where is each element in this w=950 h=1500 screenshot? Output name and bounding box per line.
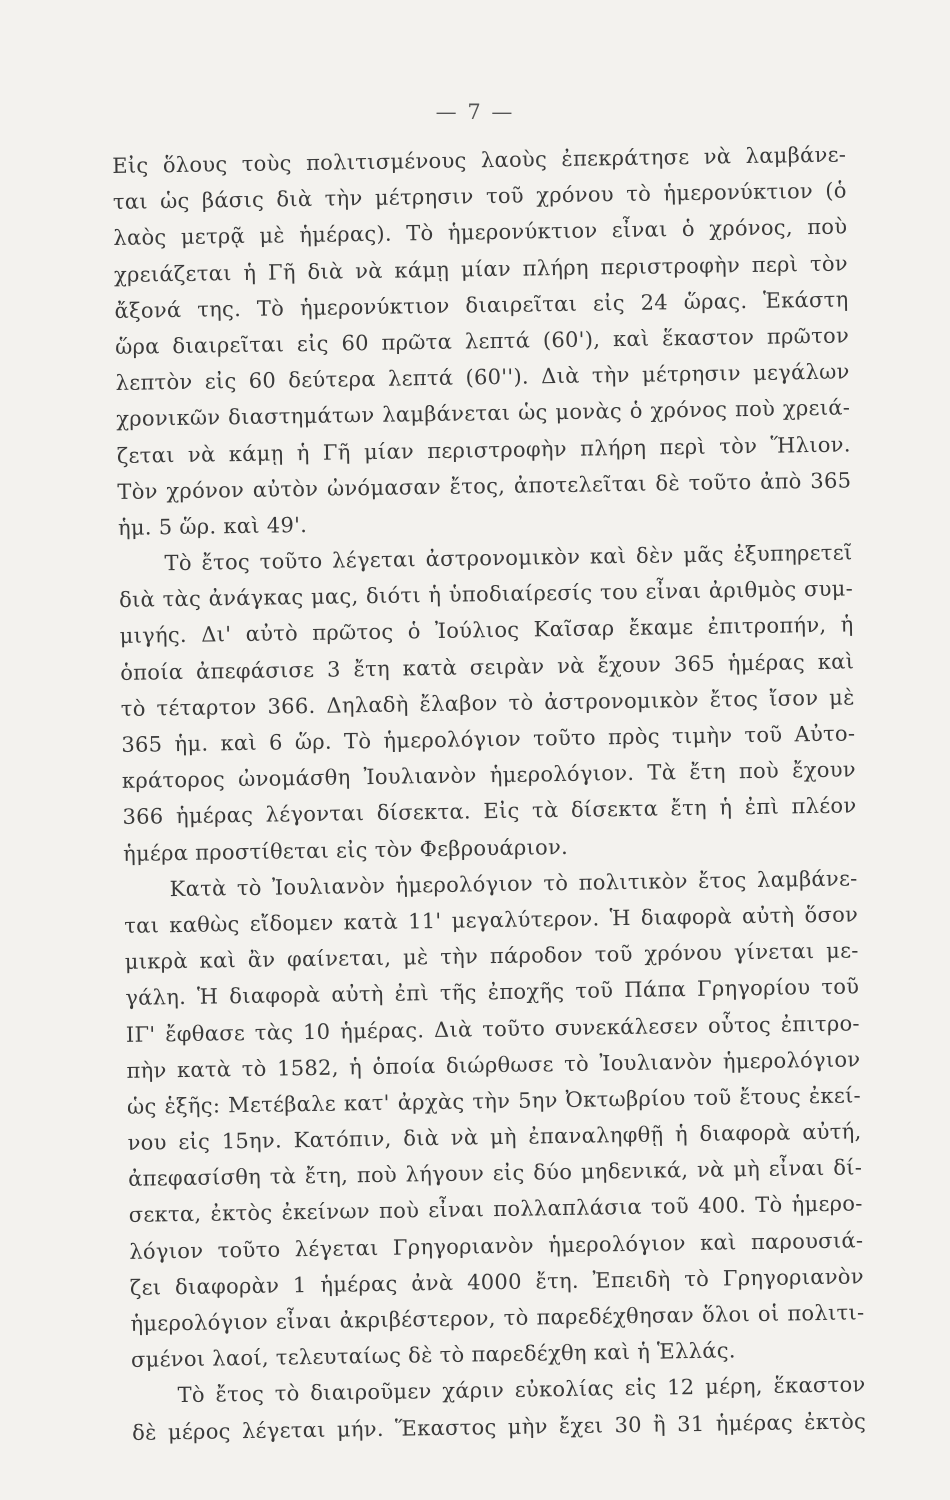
text-line: Κατὰ τὸ Ἰουλιανὸν ἡμερολόγιον τὸ πολιτικὸν ἔτος λαμβάνε- <box>169 866 858 901</box>
text-line: 365 ἡμ. καὶ 6 ὥρ. Τὸ ἡμερολόγιον τοῦτο πρὸς τιμὴν τοῦ Αὐτο- <box>121 721 856 757</box>
text-line: χρειάζεται ἡ Γῆ διὰ νὰ κάμῃ μίαν πλήρη περιστροφὴν περὶ τὸν <box>113 251 849 287</box>
text-line: λεπτὸν εἰς 60 δεύτερα λεπτά (60''). Διὰ τὴν μέτρησιν μεγάλων <box>115 359 850 396</box>
text-line: μιγής. Δι' αὐτὸ πρῶτος ὁ Ἰούλιος Καῖσαρ ἔκαμε ἐπιτροπήν, ἡ <box>119 612 854 649</box>
text-line: ἡμέρα προστίθεται εἰς τὸν Φεβρουάριον. <box>122 834 569 866</box>
text-line: κράτορος ὠνομάσθη Ἰουλιανὸν ἡμερολόγιον. Τὰ ἔτη ποὺ ἔχουν <box>121 757 857 794</box>
text-line: δὲ μέρος λέγεται μήν. Ἕκαστος μὴν ἔχει 30 ἢ 31 ἡμέρας ἐκτὸς <box>131 1408 867 1445</box>
text-line: Εἰς ὅλους τοὺς πολιτισμένους λαοὺς ἐπεκράτησε νὰ λαμβάνε- <box>112 142 847 178</box>
text-line: ται ὡς βάσις διὰ τὴν μέτρησιν τοῦ χρόνου τὸ ἡμερονύκτιον (ὁ <box>112 178 847 215</box>
text-line: νου εἰς 15ην. Κατόπιν, διὰ νὰ μὴ ἐπαναληφθῇ ἡ διαφορὰ αὐτή, <box>127 1119 862 1155</box>
text-line: ἡμ. 5 ὥρ. καὶ 49'. <box>117 512 308 540</box>
text-line: ται καθὼς εἴδομεν κατὰ 11' μεγαλύτερον. Ἡ διαφορὰ αὐτὴ ὅσον <box>124 902 859 938</box>
text-line: ζει διαφορὰν 1 ἡμέρας ἀνὰ 4000 ἔτη. Ἐπειδὴ τὸ Γρηγοριανὸν <box>129 1264 865 1300</box>
text-line: ὁποία ἀπεφάσισε 3 ἔτη κατὰ σειρὰν νὰ ἔχουν 365 ἡμέρας καὶ <box>120 649 855 685</box>
page-number: — 7 — <box>435 100 515 124</box>
text-line: Τὸ ἔτος τοῦτο λέγεται ἀστρονομικὸν καὶ δὲν μᾶς ἐξυπηρετεῖ <box>164 540 853 576</box>
text-line: πὴν κατὰ τὸ 1582, ἡ ὁποία διώρθωσε τὸ Ἰουλιανὸν ἡμερολόγιον <box>126 1047 861 1083</box>
text-line: ὥρα διαιρεῖται εἰς 60 πρῶτα λεπτά (60'), καὶ ἕκαστον πρῶτον <box>114 323 850 359</box>
text-line: ἡμερολόγιον εἶναι ἀκριβέστερον, τὸ παρεδέχθησαν ὅλοι οἱ πολιτι- <box>130 1300 865 1336</box>
text-line: Τὸ ἔτος τὸ διαιροῦμεν χάριν εὐκολίας εἰς 12 μέρη, ἕκαστον <box>177 1372 866 1408</box>
text-line: 366 ἡμέρας λέγονται δίσεκτα. Εἰς τὰ δίσεκτα ἔτη ἡ ἐπὶ πλέον <box>122 793 857 830</box>
text-line: σεκτα, ἐκτὸς ἐκείνων ποὺ εἶναι πολλαπλάσια τοῦ 400. Τὸ ἡμερο- <box>128 1191 863 1228</box>
text-line: ἀπεφασίσθη τὰ ἔτη, ποὺ λήγουν εἰς δύο μηδενικά, νὰ μὴ εἶναι δί- <box>128 1155 863 1192</box>
text-line: γάλη. Ἡ διαφορὰ αὐτὴ ἐπὶ τῆς ἐποχῆς τοῦ Πάπα Γρηγορίου τοῦ <box>125 974 860 1011</box>
text-line: ΙΓ' ἔφθασε τὰς 10 ἡμέρας. Διὰ τοῦτο συνεκάλεσεν οὗτος ἐπιτρο- <box>125 1010 861 1047</box>
text-line: Τὸν χρόνον αὐτὸν ὠνόμασαν ἔτος, ἀποτελεῖται δὲ τοῦτο ἀπὸ 365 <box>117 468 852 504</box>
text-line: διὰ τὰς ἀνάγκας μας, διότι ἡ ὑποδιαίρεσίς του εἶναι ἀριθμὸς συμ- <box>118 576 854 613</box>
text-line: ὡς ἑξῆς: Μετέβαλε κατ' ἀρχὰς τὴν 5ην Ὀκτωβρίου τοῦ ἔτους ἐκεί- <box>126 1083 862 1119</box>
text-line: λαὸς μετρᾷ μὲ ἡμέρας). Τὸ ἡμερονύκτιον εἶναι ὁ χρόνος, ποὺ <box>113 214 848 251</box>
text-line: ζεται νὰ κάμῃ ἡ Γῆ μίαν περιστροφὴν πλήρη περὶ τὸν Ἥλιον. <box>116 431 851 468</box>
text-line: λόγιον τοῦτο λέγεται Γρηγοριανὸν ἡμερολόγιον καὶ παρουσιά- <box>129 1227 864 1264</box>
text-line: μικρὰ καὶ ἂν φαίνεται, μὲ τὴν πάροδον τοῦ χρόνου γίνεται με- <box>124 938 859 975</box>
body-text <box>112 136 866 1450</box>
text-line: ἄξονά της. Τὸ ἡμερονύκτιον διαιρεῖται εἰς 24 ὥρας. Ἑκάστη <box>114 287 849 323</box>
text-line: χρονικῶν διαστημάτων λαμβάνεται ὡς μονὰς ὁ χρόνος ποὺ χρειά- <box>116 395 851 432</box>
text-line: τὸ τέταρτον 366. Δηλαδὴ ἔλαβον τὸ ἀστρονομικὸν ἔτος ἴσον μὲ <box>120 685 855 721</box>
text-line: σμένοι λαοί, τελευταίως δὲ τὸ παρεδέχθη καὶ ἡ Ἑλλάς. <box>130 1338 736 1373</box>
